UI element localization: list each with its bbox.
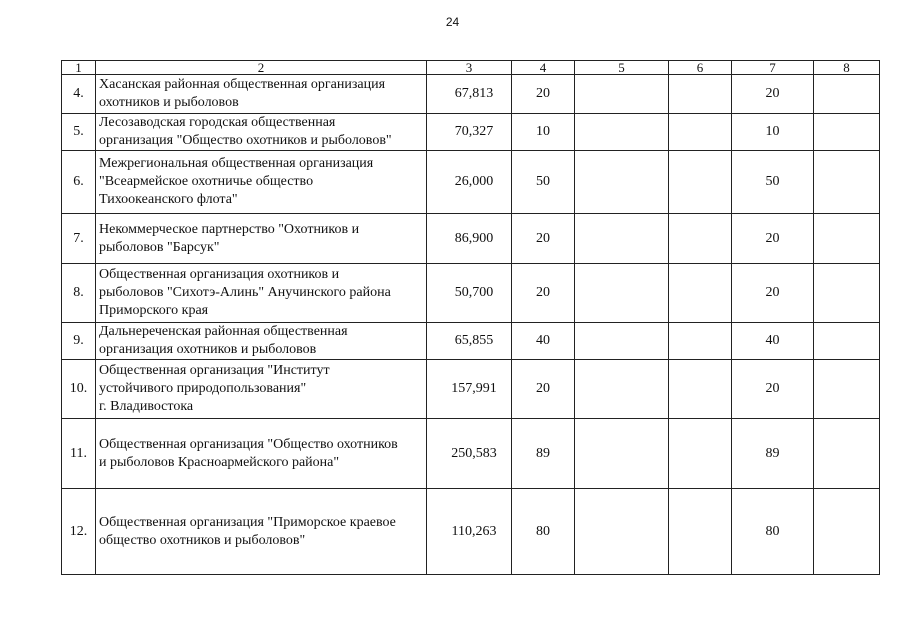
organization-name-cell bbox=[96, 419, 427, 489]
table-row bbox=[62, 214, 880, 264]
table-row bbox=[62, 489, 880, 575]
value-cell-col7: 20 bbox=[732, 75, 814, 114]
row-number-cell: 6. bbox=[62, 151, 96, 214]
value-cell-col6 bbox=[669, 75, 732, 114]
value-cell-col5 bbox=[575, 114, 669, 151]
value-cell-col5 bbox=[575, 75, 669, 114]
table-row bbox=[62, 323, 880, 360]
value-cell-col7: 80 bbox=[732, 489, 814, 575]
organization-name-cell bbox=[96, 360, 427, 419]
organization-name-line: организация "Общество охотников и рыболовов" bbox=[99, 133, 392, 148]
value-cell-col8 bbox=[814, 264, 880, 323]
value-cell-col4: 20 bbox=[512, 264, 575, 323]
value-cell-col8 bbox=[814, 419, 880, 489]
organizations-table bbox=[61, 60, 880, 575]
organization-name-line: г. Владивостока bbox=[99, 399, 194, 414]
value-cell-col4: 20 bbox=[512, 75, 575, 114]
organization-name-line: Дальнереченская районная общественная bbox=[99, 324, 348, 339]
row-number-cell: 11. bbox=[62, 419, 96, 489]
value-cell-col3: 110,263 bbox=[427, 489, 512, 575]
organization-name-cell bbox=[96, 151, 427, 214]
value-cell-col7: 20 bbox=[732, 360, 814, 419]
organization-name-cell bbox=[96, 489, 427, 575]
value-cell-col3: 70,327 bbox=[427, 114, 512, 151]
value-cell-col3: 157,991 bbox=[427, 360, 512, 419]
value-cell-col7: 40 bbox=[732, 323, 814, 360]
value-cell-col4: 20 bbox=[512, 360, 575, 419]
value-cell-col8 bbox=[814, 75, 880, 114]
value-cell-col5 bbox=[575, 419, 669, 489]
value-cell-col6 bbox=[669, 114, 732, 151]
organization-name-cell bbox=[96, 323, 427, 360]
value-cell-col3: 50,700 bbox=[427, 264, 512, 323]
value-cell-col6 bbox=[669, 360, 732, 419]
value-cell-col6 bbox=[669, 489, 732, 575]
organization-name-line: организация охотников и рыболовов bbox=[99, 342, 317, 357]
value-cell-col6 bbox=[669, 214, 732, 264]
column-header: 3 bbox=[427, 61, 512, 75]
table-row bbox=[62, 75, 880, 114]
column-header: 2 bbox=[96, 61, 427, 75]
organization-name-line: Лесозаводская городская общественная bbox=[99, 115, 336, 130]
value-cell-col6 bbox=[669, 264, 732, 323]
value-cell-col8 bbox=[814, 489, 880, 575]
column-header: 7 bbox=[732, 61, 814, 75]
organization-name-cell bbox=[96, 75, 427, 114]
organization-name-line: "Всеармейское охотничье общество bbox=[99, 174, 314, 189]
organization-name-line: Некоммерческое партнерство "Охотников и bbox=[99, 221, 360, 237]
column-header: 4 bbox=[512, 61, 575, 75]
value-cell-col4: 89 bbox=[512, 419, 575, 489]
organization-name-line: Межрегиональная общественная организация bbox=[99, 156, 374, 171]
value-cell-col5 bbox=[575, 323, 669, 360]
value-cell-col3: 26,000 bbox=[427, 151, 512, 214]
organization-name-line: рыболовов "Сихотэ-Алинь" Анучинского района bbox=[99, 285, 391, 300]
row-number-cell: 10. bbox=[62, 360, 96, 419]
organization-name-line: рыболовов "Барсук" bbox=[99, 239, 220, 255]
value-cell-col3: 250,583 bbox=[427, 419, 512, 489]
organization-name-line: Приморского края bbox=[99, 303, 209, 318]
value-cell-col7: 89 bbox=[732, 419, 814, 489]
value-cell-col6 bbox=[669, 323, 732, 360]
table-row bbox=[62, 360, 880, 419]
table-row bbox=[62, 114, 880, 151]
value-cell-col4: 80 bbox=[512, 489, 575, 575]
value-cell-col5 bbox=[575, 360, 669, 419]
organization-name-line: Общественная организация "Общество охотников bbox=[99, 436, 398, 452]
row-number-cell: 8. bbox=[62, 264, 96, 323]
organization-name-line: устойчивого природопользования" bbox=[99, 381, 307, 396]
organization-name-line: Хасанская районная общественная организация bbox=[99, 77, 386, 92]
column-header-row bbox=[62, 61, 880, 75]
value-cell-col4: 50 bbox=[512, 151, 575, 214]
column-header: 6 bbox=[669, 61, 732, 75]
page-number: 24 bbox=[445, 15, 460, 29]
row-number-cell: 12. bbox=[62, 489, 96, 575]
value-cell-col6 bbox=[669, 419, 732, 489]
table-row bbox=[62, 264, 880, 323]
organization-name-line: и рыболовов Красноармейского района" bbox=[99, 454, 340, 470]
value-cell-col4: 20 bbox=[512, 214, 575, 264]
table-row bbox=[62, 151, 880, 214]
value-cell-col7: 20 bbox=[732, 264, 814, 323]
organization-name-line: Общественная организация охотников и bbox=[99, 267, 340, 282]
organization-name-cell bbox=[96, 214, 427, 264]
column-header: 1 bbox=[62, 61, 96, 75]
value-cell-col3: 86,900 bbox=[427, 214, 512, 264]
value-cell-col3: 67,813 bbox=[427, 75, 512, 114]
value-cell-col4: 40 bbox=[512, 323, 575, 360]
column-header: 5 bbox=[575, 61, 669, 75]
value-cell-col6 bbox=[669, 151, 732, 214]
value-cell-col8 bbox=[814, 114, 880, 151]
value-cell-col5 bbox=[575, 264, 669, 323]
value-cell-col8 bbox=[814, 214, 880, 264]
value-cell-col7: 20 bbox=[732, 214, 814, 264]
organization-name-line: общество охотников и рыболовов" bbox=[99, 532, 306, 548]
table-body bbox=[62, 61, 880, 575]
value-cell-col5 bbox=[575, 489, 669, 575]
value-cell-col8 bbox=[814, 323, 880, 360]
organization-name-line: охотников и рыболовов bbox=[99, 95, 239, 110]
value-cell-col3: 65,855 bbox=[427, 323, 512, 360]
organization-name-line: Тихоокеанского флота" bbox=[99, 192, 238, 207]
row-number-cell: 9. bbox=[62, 323, 96, 360]
value-cell-col7: 10 bbox=[732, 114, 814, 151]
value-cell-col8 bbox=[814, 151, 880, 214]
value-cell-col5 bbox=[575, 151, 669, 214]
organization-name-cell bbox=[96, 264, 427, 323]
organization-name-line: Общественная организация "Институт bbox=[99, 363, 330, 378]
value-cell-col5 bbox=[575, 214, 669, 264]
table-row bbox=[62, 419, 880, 489]
value-cell-col7: 50 bbox=[732, 151, 814, 214]
organization-name-cell bbox=[96, 114, 427, 151]
organization-name-line: Общественная организация "Приморское краевое bbox=[99, 514, 396, 530]
value-cell-col4: 10 bbox=[512, 114, 575, 151]
row-number-cell: 5. bbox=[62, 114, 96, 151]
row-number-cell: 7. bbox=[62, 214, 96, 264]
row-number-cell: 4. bbox=[62, 75, 96, 114]
value-cell-col8 bbox=[814, 360, 880, 419]
column-header: 8 bbox=[814, 61, 880, 75]
